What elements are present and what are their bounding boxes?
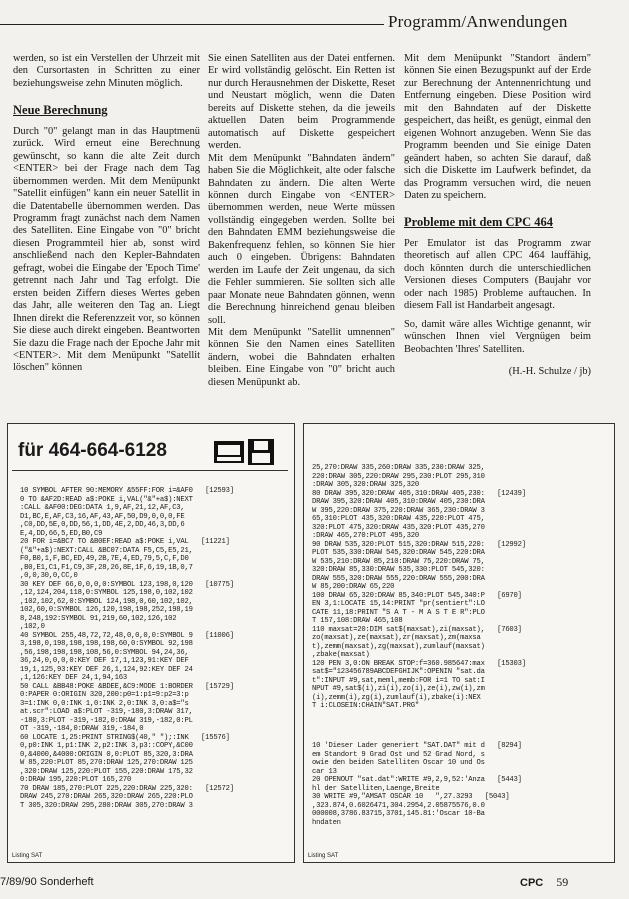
listing-caption: Listing SAT: [308, 853, 339, 859]
paragraph: Mit dem Menüpunkt "Standort ändern" können Sie einen Bezugspunkt auf der Erde zur Berechnung der Antennenrichtung und Entfernung eingeben. Diese Position wird mit den Bahndaten auf der Diskette gespeichert, das heißt, es genügt, einmal den eigenen Wohnort anzugeben. Wenn Sie das Programm beenden und Sie einige Daten geändert haben, so achten Sie darauf, daß sich die Diskette im Laufwerk befindet, da das Programm versuchen wird, die neuen Daten zu speichern.: [404, 53, 591, 201]
listing-title: für 464-664-6128: [18, 440, 167, 461]
page-footer: [520, 875, 568, 890]
heading-neue-berechnung: Neue Berechnung: [13, 103, 108, 118]
listing-caption: Listing SAT: [12, 853, 43, 859]
header-rule: [0, 24, 384, 25]
paragraph: Mit dem Menüpunkt "Bahndaten ändern" haben Sie die Möglichkeit, alte oder falsche Bahndaten zu ändern. Die alten Werte können durch Eingabe von <ENTER> übernommen werden, neue Werte müssen vollständig eingegeben werden. Sollte bei den Bahndaten EMM beziehungsweise die Bakenfrequenz fehlen, so können Sie hier auch 0 eingeben. Übrigens: Bahndaten werden im Laufe der Zeit ungenau, da sich die Fehler summieren. Sie sollten sich alle paar Monate neue Bahndaten gönnen, wenn die Berechnung hinreichend genau bleiben soll.: [208, 152, 395, 326]
paragraph: werden, so ist ein Verstellen der Uhrzeit mit den Cursortasten in Schritten zu einer beziehungsweise zehn Minuten möglich.: [13, 53, 200, 89]
computer-disk-icon: [214, 437, 278, 470]
page-number: 59: [556, 875, 569, 889]
section-title: Programm/Anwendungen: [388, 12, 568, 31]
paragraph: So, damit wäre alles Wichtige genannt, wir wünschen Ihnen viel Vergnügen beim Beobachten 'Ihres' Satelliten.: [404, 318, 591, 355]
issue-label: 7/89/90 Sonderheft: [0, 876, 94, 888]
listing-box-left: [7, 423, 295, 863]
code-listing-loader: 10 'Dieser Lader generiert "SAT.DAT" mit d [8294] em Standort 9 Grad Ost und 52 Grad Nord, s owie den beiden Satelliten Oscar 10 und Os car 13 20 OPENOUT "sat.dat":WRITE #9,2,9,52:'Anza [5443] hl der Satelliten,Laenge,Breite 30 WRITE #9,"AMSAT OSCAR 10 ",27.3293 [5043] ,323.874,0.6026471,304.2954,2.05875576,0.0 000008,3786.83715,3701,145.81:'Oscar 10-Ba hndaten: [312, 742, 522, 827]
listing-box-right: [303, 423, 615, 863]
text-column-3: [404, 53, 591, 378]
code-listing: 25,270:DRAW 335,260:DRAW 335,230:DRAW 325, 220:DRAW 305,220:DRAW 295,230:PLOT 295,310 :DRAW 305,320:DRAW 325,320 80 DRAW 395,320:DRAW 405,310:DRAW 405,230: [12439] DRAW 395,320:DRAW 405,310:DRAW 405,230:DRA W 395,220:DRAW 375,220:DRAW 365,230:DRAW 3 65,310:PLOT 435,320:DRAW 435,220:PLOT 475, 320:PLOT 475,320:DRAW 435,320:PLOT 435,270 :DRAW 465,270:PLOT 495,320 90 DRAW 535,320:PLOT 515,320:DRAW 515,220: [12992] PLOT 535,330:DRAW 545,320:DRAW 545,220:DRA W 535,210:DRAW 85,210:DRAW 75,220:DRAW 75, 320:DRAW 85,330:DRAW 535,330:PLOT 545,320: DRAW 555,320:DRAW 555,220:DRAW 555,200:DRA W 85,200:DRAW 65,220 100 DRAW 65,320:DRAW 85,340:PLOT 545,340:P [6970] EN 3,1:LOCATE 15,14:PRINT "pr(sentiert":LO CATE 11,18:PRINT "S A T - M A S T E R":PLO T 157,108:DRAW 465,108 110 maxsat=20:DIM sat$(maxsat),zi(maxsat), [7603] zo(maxsat),ze(maxsat),zr(maxsat),zm(maxsa t),zemm(maxsat),zg(maxsat),zumlauf(maxsat) ,zbake(maxsat) 120 PEN 3,0:ON BREAK STOP:f=360.985647:max [15303] sat$="123456789ABCDEFGHIJK":OPENIN "sat.da t":INPUT #9,sat,meml,memb:FOR i=1 TO sat:I NPUT #9,sat$(i),zi(i),zo(i),ze(i),zw(i),zm (i),zemm(i),zg(i),zumlauf(i),zbake(i):NEX T i:CLOSEIN:CHAIN"SAT.PRG": [312, 464, 526, 710]
text-column-2: [208, 53, 395, 389]
paragraph: Durch "0" gelangt man in das Hauptmenü zurück. Wird erneut eine Berechnung gewünscht, so kann die alte Zeit durch <ENTER> bei der Frage nach dem Tag übernommen werden. Mit dem Menüpunkt "Satellit einfügen" kann ein neuer Satellit in die Datentabelle übernommen werden. Das Programm fragt zunächst nach dem Namen des Satelliten. Eine Eingabe von "0" bricht diesen Programmteil hier ab, sonst wird anschließend nach den Kepler-Bahndaten gefragt, wobei die Eingabe der 'Epoch Time' getrennt nach Jahr und Tag erfolgt. Die ersten beiden Ziffern dieses Wertes geben das Jahr, alle weiteren den Tag an. Liegt Ihnen direkt die Referenzzeit vor, so können Sie diese auch direkt eingeben. Beantworten Sie dazu die Frage nach der Epoche Jahr mit <ENTER>. Mit dem Menüpunkt "Satellit löschen" können: [13, 125, 200, 374]
paragraph: Sie einen Satelliten aus der Datei entfernen. Er wird vollständig gelöscht. Ein Retten ist nur durch Herausnehmen der Diskette, Reset und Neustart möglich, wenn die Daten bereits auf Diskette stehen, da die jeweils aktuellen Daten beim Programmende automatisch auf Diskette gespeichert werden.: [208, 53, 395, 152]
heading-probleme-cpc464: Probleme mit dem CPC 464: [404, 215, 554, 230]
author-signature: (H.-H. Schulze / jb): [508, 365, 591, 377]
magazine-logo: CPC: [520, 877, 544, 889]
paragraph: Mit dem Menüpunkt "Satellit umnennen" können Sie den Namen eines Satelliten ändern, wobei die Bahndaten erhalten bleiben. Eine Eingabe von "0" bricht auch diesen Menüpunkt ab.: [208, 326, 395, 388]
text-column-1: [13, 53, 200, 375]
listing-rule: [12, 470, 288, 471]
code-listing: 10 SYMBOL AFTER 90:MEMORY &55FF:FOR i=&AF0 [12593] 0 TO &AF2D:READ a$:POKE i,VAL("&"+a$):NEXT :CALL &AF00:DEG:DATA 1,9,AF,21,12,AF,C3, D1,BC,E,AF,C3,16,AF,43,AF,50,D9,0,0,0,FE ,C0,DD,5E,0,DD,56,1,DD,4E,2,DD,46,3,DD,6 E,4,DD,66,5,ED,B0,C9 20 FOR i=&BC7 TO &B0EF:READ a$:POKE i,VAL [11221] ("&"+a$):NEXT:CALL &BC07:DATA F5,C5,E5,21, F0,B0,1,F,BC,ED,49,2B,7E,4,ED,79,5,C,F,D0 ,B0,E1,C1,F1,C9,3F,28,26,8E,1F,6,19,1B,0,7 ,0,0,30,0,CC,0 30 KEY DEF 66,0,0,0,0:SYMBOL 123,198,0,120 [10775] ,12,124,204,118,0:SYMBOL 125,198,0,102,102 ,102,102,62,0:SYMBOL 124,198,0,60,102,102, 102,60,0:SYMBOL 126,120,198,198,252,198,19 8,248,192:SYMBOL 91,219,60,102,126,102 ,102,0 40 SYMBOL 255,48,72,72,48,0,0,0,0:SYMBOL 9 [11006] 3,198,0,198,198,198,198,60,0:SYMBOL 92,198 ,56,198,198,198,108,56,0:SYMBOL 94,24,36, 36,24,0,0,0,0:KEY DEF 17,1,123,91:KEY DEF 19,1,125,93:KEY DEF 26,1,124,92:KEY DEF 24 ,1,126:KEY DEF 24,1,94,163 50 CALL &BB48:POKE &BDEE,&C9:MODE 1:BORDER [15729] 0:PAPER 0:ORIGIN 320,200:p0=1:p1=9:p2=3:p 3=1:INK 0,0:INK 1,0:INK 2,0:INK 3,0:a$="s at.scr":LOAD a$:PLOT -319,-180,3:DRAW 317, -180,3:PLOT -319,-182,0:DRAW 319,-182,0:PL OT -319,-184,0:DRAW 319,-184,0 60 LOCATE 1,25:PRINT STRING$(40," ");:INK [15576] 0,p0:INK 1,p1:INK 2,p2:INK 3,p3::COPY,&C00 0,&4000,&4000:ORIGIN 0,0:PLOT 85,320,3:DRA W 85,220:PLOT 85,270:DRAW 125,270:DRAW 125 ,320:DRAW 125,220:PLOT 155,220:DRAW 175,32 0:DRAW 195,220:PLOT 165,270 70 DRAW 185,270:PLOT 225,220:DRAW 225,320: [12572] DRAW 245,270:DRAW 265,320:DRAW 265,220:PLO T 305,320:DRAW 295,280:DRAW 305,270:DRAW 3: [20, 487, 234, 810]
paragraph: Per Emulator ist das Programm zwar theoretisch auf allen CPC 464 lauffähig, doch könnten durch die unterschiedlichen Versionen dieses Computers (Baujahr vor oder nach 1985) Probleme auftauchen. In diesem Fall ist Handarbeit angesagt.: [404, 237, 591, 312]
